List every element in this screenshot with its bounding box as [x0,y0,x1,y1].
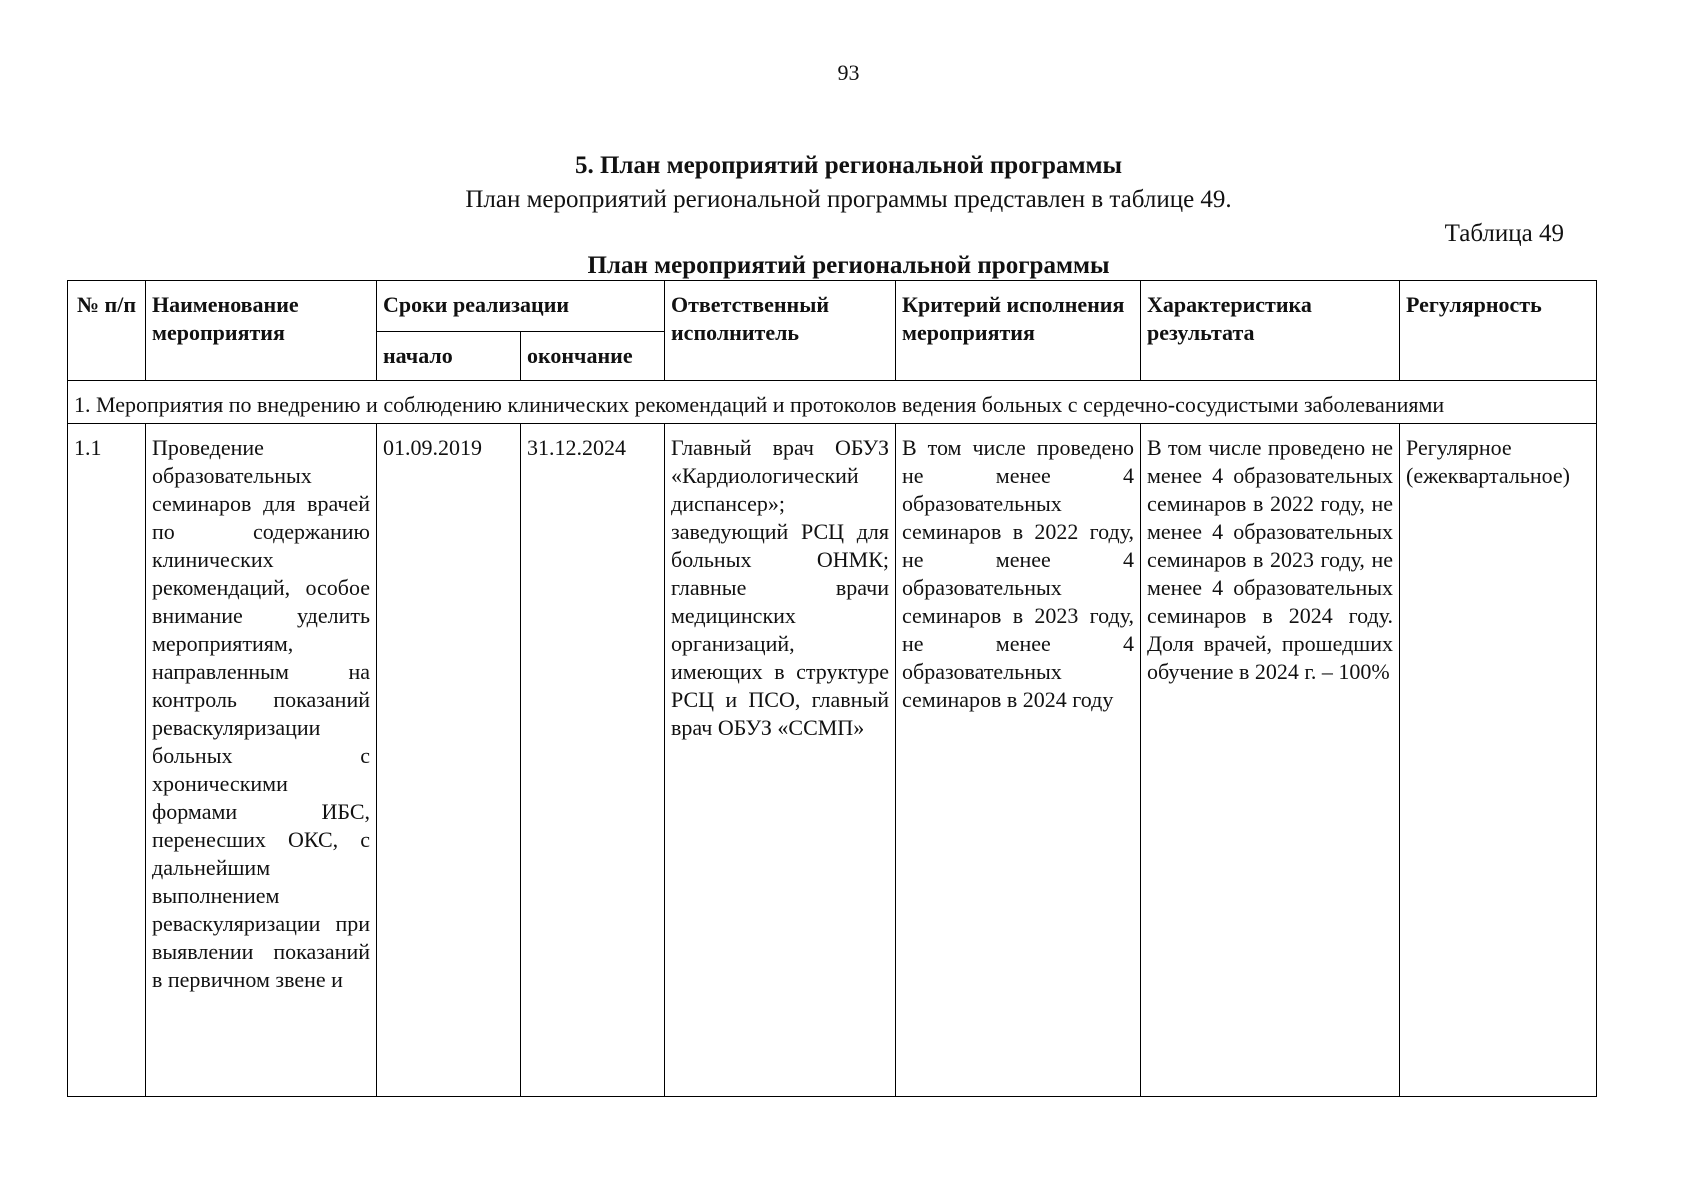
table-title: План мероприятий региональной программы [587,252,1110,279]
header-row [68,281,1597,332]
cell-responsible: Главный врач ОБУЗ «Кардиологический диспансер»; заведующий РСЦ для больных ОНМК; главные врачи медицинских организаций, имеющих в структуре РСЦ и ПСО, главный врач ОБУЗ «ССМП» [665,424,896,1097]
cell-regularity: Регулярное (ежеквартальное) [1400,424,1597,1097]
header-result: Характеристика результата [1141,281,1400,381]
cell-num: 1.1 [68,424,146,1097]
header-start: начало [377,332,521,381]
header-responsible: Ответственный исполнитель [665,281,896,381]
section-title-cell: 1. Мероприятия по внедрению и соблюдению клинических рекомендаций и протоколов ведения больных с сердечно-сосудистыми заболеваниями [68,381,1597,424]
cell-result: В том числе проведено не менее 4 образовательных семинаров в 2022 году, не менее 4 образовательных семинаров в 2023 году, не менее 4 образовательных семинаров в 2024 году. Доля врачей, прошедших обучение в 2024 г. – 100% [1141,424,1400,1097]
header-regularity: Регулярность [1400,281,1597,381]
plan-table [67,280,1597,1097]
header-num: № п/п [68,281,146,381]
section-heading: 5. План мероприятий региональной программы [574,152,1123,179]
cell-name: Проведение образовательных семинаров для врачей по содержанию клинических рекомендаций, особое внимание уделить мероприятиям, направленным на контроль показаний реваскуляризации больных с хроническими формами ИБС, перенесших ОКС, с дальнейшим выполнением реваскуляризации при выявлении показаний в первичном звене и [146,424,377,1097]
intro-text: План мероприятий региональной программы представлен в таблице 49. [465,186,1232,213]
table-row [68,424,1597,1097]
header-end: окончание [521,332,665,381]
header-timing: Сроки реализации [377,281,665,332]
page-number: 93 [837,60,860,85]
cell-start: 01.09.2019 [377,424,521,1097]
table-label: Таблица 49 [1444,220,1564,247]
cell-end: 31.12.2024 [521,424,665,1097]
header-criterion: Критерий исполнения мероприятия [896,281,1141,381]
section-row [68,381,1597,424]
header-name: Наименование мероприятия [146,281,377,381]
cell-criterion: В том числе проведено не менее 4 образовательных семинаров в 2022 году, не менее 4 образовательных семинаров в 2023 году, не менее 4 образовательных семинаров в 2024 году [896,424,1141,1097]
